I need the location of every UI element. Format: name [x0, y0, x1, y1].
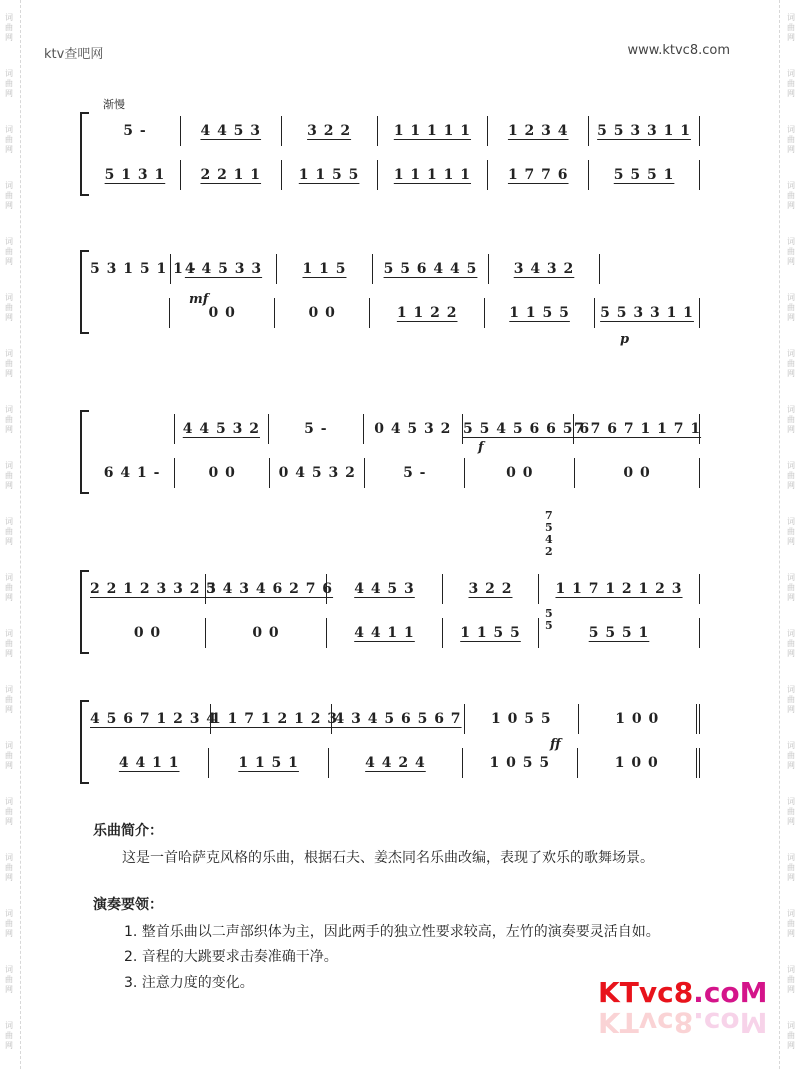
watermark-char: 词	[5, 797, 13, 806]
watermark-left	[2, 0, 16, 1069]
bottom-staff	[90, 748, 700, 778]
bottom-staff	[90, 458, 700, 488]
measure	[170, 254, 276, 284]
watermark-right	[784, 0, 798, 1069]
measure	[90, 254, 197, 284]
dynamic-ff: ff	[550, 737, 561, 752]
watermark-char: 曲	[787, 79, 795, 88]
note-group: 1 1 5 5	[460, 625, 521, 641]
measure	[180, 160, 281, 190]
watermark-char: 网	[787, 33, 795, 42]
watermark-char: 曲	[5, 359, 13, 368]
note-group: 3 4 3 2	[513, 261, 575, 277]
watermark-char: 词	[5, 741, 13, 750]
site-name: ktv查吧网	[44, 47, 104, 62]
watermark-char: 网	[787, 313, 795, 322]
watermark-char: 网	[5, 145, 13, 154]
watermark-char: 词	[5, 909, 13, 918]
measure	[487, 116, 588, 146]
watermark-char: 词	[787, 685, 795, 694]
note-group: 5 -	[304, 421, 328, 437]
measure	[90, 298, 169, 328]
chord-stack: 5 5	[545, 607, 553, 632]
note-group: 1 1 5 5	[298, 167, 360, 183]
watermark-char: 词	[787, 853, 795, 862]
measure	[90, 618, 205, 648]
watermark-char: 曲	[5, 135, 13, 144]
watermark-char: 网	[5, 649, 13, 658]
note-group: 0 4 5 3 2	[374, 421, 452, 437]
system-bracket	[80, 112, 89, 196]
watermark-char: 网	[787, 1041, 795, 1050]
tips-title: 演奏要领：	[93, 897, 163, 913]
note-group: 0 0	[506, 465, 534, 481]
note-group: 4 5 6 7 1 2 3 4	[90, 711, 218, 727]
top-staff	[90, 254, 700, 284]
measure	[577, 748, 700, 778]
watermark-char: 网	[5, 369, 13, 378]
note-group: 0 0	[623, 465, 651, 481]
watermark-char: 网	[787, 425, 795, 434]
watermark-char: 词	[5, 293, 13, 302]
note-group: 1 1 1 1 1	[393, 167, 472, 183]
watermark-char: 词	[787, 573, 795, 582]
watermark-char: 词	[787, 69, 795, 78]
watermark-char: 词	[787, 13, 795, 22]
note-group: 2 2 1 2 3 3 2 3	[90, 581, 218, 597]
measure	[538, 618, 700, 648]
note-group: 4 4 5 3	[200, 123, 262, 139]
watermark-char: 词	[5, 517, 13, 526]
note-group: 5 5 6 4 4 5	[383, 261, 478, 277]
measure	[588, 160, 700, 190]
watermark-char: 曲	[5, 23, 13, 32]
measure	[538, 574, 700, 604]
note-group: 5 5 5 1	[588, 625, 650, 641]
measure	[90, 458, 174, 488]
site-url[interactable]: www.ktvc8.com	[627, 43, 730, 58]
watermark-char: 网	[5, 593, 13, 602]
watermark-char: 网	[787, 201, 795, 210]
note-group: 1 2 3 4	[507, 123, 569, 139]
watermark-char: 词	[787, 405, 795, 414]
watermark-char: 网	[5, 33, 13, 42]
tip-item: 1. 整首乐曲以二声部织体为主，因此两手的独立性要求较高，左竹的演奏要灵活自如。	[124, 924, 660, 940]
dynamic-f: f	[478, 440, 484, 455]
watermark-char: 曲	[787, 359, 795, 368]
watermark-char: 词	[5, 237, 13, 246]
watermark-char: 网	[787, 873, 795, 882]
watermark-char: 词	[5, 181, 13, 190]
measure	[574, 458, 700, 488]
watermark-char: 词	[787, 517, 795, 526]
measure	[363, 414, 462, 444]
note-group: 5 -	[123, 123, 147, 139]
watermark-char: 曲	[5, 751, 13, 760]
note-group: 0 0	[133, 625, 162, 641]
measure	[578, 704, 700, 734]
watermark-char: 曲	[787, 527, 795, 536]
measure	[281, 160, 377, 190]
watermark-char: 词	[5, 69, 13, 78]
note-group: 0 0	[208, 305, 236, 321]
note-group: 4 4 5 3	[354, 581, 415, 597]
watermark-char: 网	[787, 257, 795, 266]
watermark-char: 网	[5, 313, 13, 322]
note-group: 4 4 5 3 3	[184, 261, 263, 277]
note-group: 1 0 0	[615, 711, 660, 727]
note-group: 4 4 5 3 2	[182, 421, 260, 437]
watermark-char: 词	[5, 349, 13, 358]
watermark-char: 网	[5, 201, 13, 210]
watermark-char: 网	[5, 873, 13, 882]
watermark-char: 词	[787, 349, 795, 358]
measure	[276, 254, 372, 284]
watermark-char: 词	[5, 853, 13, 862]
watermark-char: 曲	[787, 695, 795, 704]
measure	[274, 298, 369, 328]
margin-line-right	[779, 0, 780, 1069]
measure	[588, 116, 700, 146]
note-group: 7 7 6 7 1 1 7 1	[574, 421, 702, 437]
note-group: 5 5 3 3 1 1	[597, 123, 691, 139]
measure	[90, 160, 180, 190]
watermark-char: 曲	[787, 863, 795, 872]
ktvc8-logo-reflection: KTvc8.coM	[598, 1006, 768, 1039]
watermark-char: 曲	[787, 1031, 795, 1040]
watermark-char: 网	[5, 1041, 13, 1050]
watermark-char: 词	[5, 1021, 13, 1030]
measure	[464, 704, 578, 734]
note-group: 1 1 1 1 1	[393, 123, 472, 139]
watermark-char: 曲	[5, 527, 13, 536]
note-group: 1 7 7 6	[507, 167, 569, 183]
system-bracket	[80, 700, 89, 784]
measure	[573, 414, 700, 444]
system-bracket	[80, 410, 89, 494]
measure	[90, 116, 180, 146]
watermark-char: 网	[787, 481, 795, 490]
note-group: 6 4 1 -	[103, 465, 161, 481]
watermark-char: 曲	[787, 471, 795, 480]
measure	[268, 414, 362, 444]
measure	[487, 160, 588, 190]
measure	[205, 618, 326, 648]
watermark-char: 曲	[5, 975, 13, 984]
note-group: 0 0	[308, 305, 336, 321]
system-bracket	[80, 250, 89, 334]
watermark-char: 词	[787, 629, 795, 638]
intro-text: 这是一首哈萨克风格的乐曲，根据石夫、姜杰同名乐曲改编，表现了欢乐的歌舞场景。	[122, 850, 654, 866]
note-group: 1 1 5 5	[509, 305, 570, 321]
note-group: 1 1 7 1 2 1 2 3	[211, 711, 339, 727]
watermark-char: 词	[787, 741, 795, 750]
measure	[484, 298, 594, 328]
watermark-char: 曲	[787, 751, 795, 760]
watermark-char: 曲	[5, 863, 13, 872]
bottom-staff	[90, 160, 700, 190]
measure	[372, 254, 488, 284]
watermark-char: 曲	[5, 583, 13, 592]
measure	[377, 116, 488, 146]
measure	[442, 574, 538, 604]
watermark-char: 曲	[787, 247, 795, 256]
measure	[464, 458, 574, 488]
watermark-char: 网	[787, 705, 795, 714]
watermark-char: 词	[787, 461, 795, 470]
watermark-char: 网	[5, 537, 13, 546]
bottom-staff	[90, 618, 700, 648]
measure	[462, 748, 576, 778]
top-staff	[90, 116, 700, 146]
measure	[169, 298, 274, 328]
watermark-char: 词	[787, 1021, 795, 1030]
measure	[377, 160, 488, 190]
note-group: 1 0 0	[614, 755, 659, 771]
note-group: 4 3 4 5 6 5 6 7	[334, 711, 462, 727]
measure	[208, 748, 327, 778]
watermark-char: 曲	[5, 639, 13, 648]
margin-line-left	[20, 0, 21, 1069]
note-group: 0 0	[252, 625, 280, 641]
measure	[326, 574, 442, 604]
watermark-char: 网	[787, 537, 795, 546]
watermark-char: 曲	[787, 135, 795, 144]
watermark-char: 词	[787, 797, 795, 806]
watermark-char: 网	[5, 929, 13, 938]
watermark-char: 曲	[5, 191, 13, 200]
ktvc8-logo: KTvc8.coM	[598, 976, 768, 1009]
watermark-char: 曲	[787, 415, 795, 424]
note-group: 1 1 5	[302, 261, 347, 277]
watermark-char: 网	[5, 817, 13, 826]
measure	[328, 748, 462, 778]
top-staff	[90, 414, 700, 444]
measure	[180, 116, 281, 146]
note-group: 4 4 1 1	[354, 625, 415, 641]
watermark-char: 曲	[5, 695, 13, 704]
watermark-char: 网	[787, 817, 795, 826]
measure	[205, 574, 334, 604]
watermark-char: 曲	[787, 919, 795, 928]
bottom-staff	[90, 298, 700, 328]
watermark-char: 网	[787, 369, 795, 378]
watermark-char: 词	[5, 573, 13, 582]
watermark-char: 网	[5, 89, 13, 98]
watermark-char: 曲	[787, 303, 795, 312]
watermark-char: 曲	[787, 975, 795, 984]
note-group: 4 4 1 1	[118, 755, 180, 771]
watermark-char: 网	[5, 257, 13, 266]
measure	[269, 458, 364, 488]
watermark-char: 曲	[5, 247, 13, 256]
watermark-char: 词	[5, 461, 13, 470]
note-group: 4 4 2 4	[365, 755, 426, 771]
watermark-char: 网	[787, 145, 795, 154]
watermark-char: 网	[787, 593, 795, 602]
watermark-char: 网	[787, 929, 795, 938]
note-group: 1 1 7 1 2 1 2 3	[555, 581, 683, 597]
measure	[369, 298, 484, 328]
watermark-char: 曲	[5, 303, 13, 312]
watermark-char: 词	[5, 125, 13, 134]
watermark-char: 网	[5, 481, 13, 490]
measure	[174, 414, 268, 444]
measure	[331, 704, 464, 734]
watermark-char: 词	[5, 13, 13, 22]
measure	[442, 618, 538, 648]
chord-stack: 7 5 4 2	[545, 509, 553, 558]
note-group: 5 1 3 1	[104, 167, 166, 183]
watermark-char: 曲	[787, 639, 795, 648]
measure	[90, 704, 218, 734]
note-group: 0 0	[208, 465, 236, 481]
measure	[281, 116, 377, 146]
measure	[594, 298, 700, 328]
note-group: 5 5 4 5 6 6 5 6	[463, 421, 591, 437]
watermark-char: 词	[5, 405, 13, 414]
top-staff	[90, 704, 700, 734]
note-group: 1 0 5 5	[491, 711, 552, 727]
watermark-char: 曲	[5, 79, 13, 88]
measure	[364, 458, 464, 488]
intro-title: 乐曲简介：	[93, 823, 163, 839]
watermark-char: 词	[787, 909, 795, 918]
system-bracket	[80, 570, 89, 654]
watermark-char: 网	[5, 761, 13, 770]
watermark-char: 曲	[787, 583, 795, 592]
watermark-char: 曲	[787, 23, 795, 32]
measure	[90, 574, 218, 604]
watermark-char: 词	[787, 125, 795, 134]
note-group: 5 -	[403, 465, 427, 481]
watermark-char: 词	[5, 965, 13, 974]
note-group: 5 5 3 3 1 1	[600, 305, 694, 321]
watermark-char: 网	[787, 761, 795, 770]
tip-item: 3. 注意力度的变化。	[124, 975, 254, 991]
note-group: 1 0 5 5	[489, 755, 551, 771]
measure	[488, 254, 600, 284]
note-group: 2 2 1 1	[200, 167, 262, 183]
note-group: 5 3 1 5 1 1 -	[90, 261, 197, 277]
measure	[174, 458, 269, 488]
note-group: 1 1 5 1	[238, 755, 299, 771]
measure	[90, 414, 174, 444]
watermark-char: 曲	[5, 415, 13, 424]
measure	[326, 618, 442, 648]
watermark-char: 曲	[5, 471, 13, 480]
watermark-char: 网	[787, 985, 795, 994]
note-group: 1 1 2 2	[396, 305, 458, 321]
watermark-char: 曲	[5, 919, 13, 928]
note-group: 3 2 2	[468, 581, 513, 597]
watermark-char: 网	[787, 89, 795, 98]
watermark-char: 曲	[5, 807, 13, 816]
watermark-char: 词	[787, 237, 795, 246]
watermark-char: 网	[787, 649, 795, 658]
top-staff	[90, 574, 700, 604]
watermark-char: 网	[5, 425, 13, 434]
watermark-char: 曲	[787, 807, 795, 816]
watermark-char: 词	[5, 685, 13, 694]
watermark-char: 网	[5, 705, 13, 714]
watermark-char: 曲	[787, 191, 795, 200]
tempo-marking: 渐慢	[103, 98, 125, 111]
dynamic-mf: mf	[189, 292, 209, 307]
note-group: 5 5 5 1	[613, 167, 675, 183]
note-group: 3 2 2	[307, 123, 352, 139]
measure	[210, 704, 339, 734]
watermark-char: 词	[787, 293, 795, 302]
tip-item: 2. 音程的大跳要求击奏准确干净。	[124, 949, 338, 965]
watermark-char: 词	[787, 965, 795, 974]
watermark-char: 曲	[5, 1031, 13, 1040]
dynamic-p: p	[620, 332, 630, 347]
note-group: 0 4 5 3 2	[278, 465, 356, 481]
watermark-char: 词	[787, 181, 795, 190]
note-group: 5 4 3 4 6 2 7 6	[206, 581, 334, 597]
watermark-char: 词	[5, 629, 13, 638]
watermark-char: 网	[5, 985, 13, 994]
measure	[90, 748, 208, 778]
